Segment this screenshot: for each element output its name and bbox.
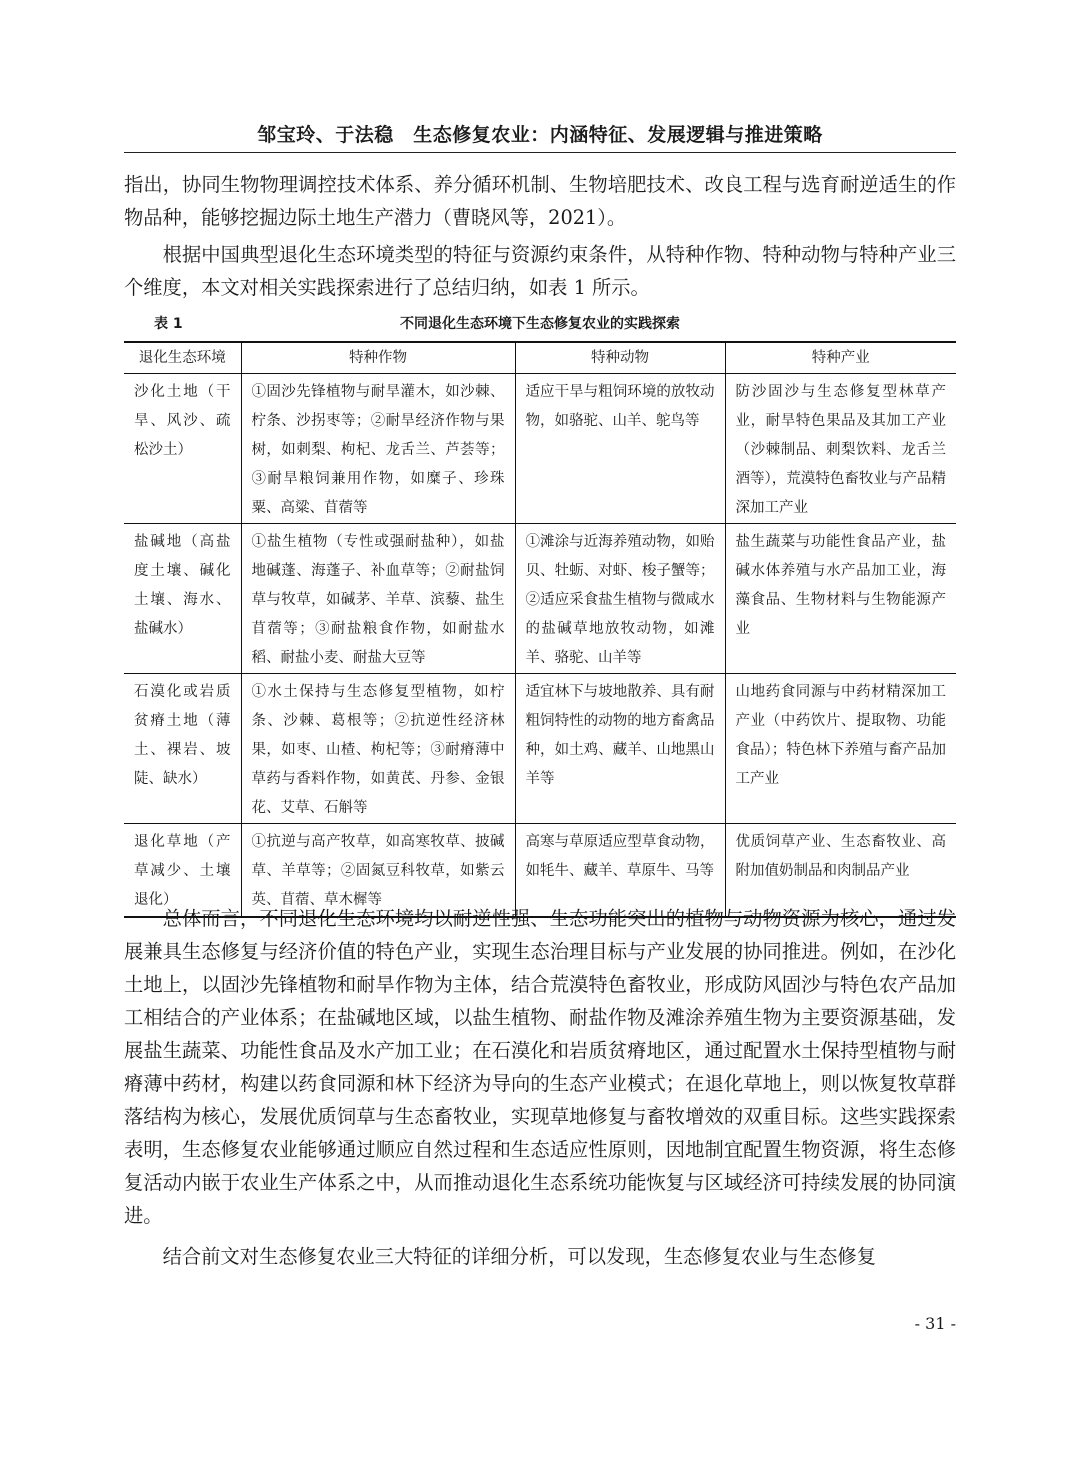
page-number: - 31 - (914, 1314, 956, 1333)
table-title: 不同退化生态环境下生态修复农业的实践探索 (400, 316, 680, 332)
practice-table (124, 341, 956, 918)
column-header-crops: 特种作物 (241, 342, 515, 374)
cell-crops: ①盐生植物（专性或强耐盐种），如盐地碱蓬、海蓬子、补血草等；②耐盐饲草与牧草，如碱茅、羊草、滨藜、盐生苜蓿等；③耐盐粮食作物，如耐盐水稻、耐盐小麦、耐盐大豆等 (241, 524, 515, 674)
cell-industry: 优质饲草产业、生态畜牧业、高附加值奶制品和肉制品产业 (725, 824, 956, 918)
paragraph-1: 指出，协同生物物理调控技术体系、养分循环机制、生物培肥技术、改良工程与选育耐逆适生的作物品种，能够挖掘边际土地生产潜力（曹晓风等，2021）。 (124, 173, 956, 229)
table-number: 表 1 (154, 316, 183, 332)
column-header-animals: 特种动物 (515, 342, 725, 374)
cell-industry: 山地药食同源与中药材精深加工产业（中药饮片、提取物、功能食品）；特色林下养殖与畜产品加工产业 (725, 674, 956, 824)
cell-animals: 适宜林下与坡地散养、具有耐粗饲特性的动物的地方畜禽品种，如土鸡、藏羊、山地黑山羊等 (515, 674, 725, 824)
cell-crops: ①水土保持与生态修复型植物，如柠条、沙棘、葛根等；②抗逆性经济林果，如枣、山楂、枸杞等；③耐瘠薄中草药与香料作物，如黄芪、丹参、金银花、艾草、石斛等 (241, 674, 515, 824)
cell-industry: 盐生蔬菜与功能性食品产业，盐碱水体养殖与水产品加工业，海藻食品、生物材料与生物能源产业 (725, 524, 956, 674)
cell-environment: 石漠化或岩质贫瘠土地（薄土、裸岩、坡陡、缺水） (124, 674, 241, 824)
table-header-row (124, 342, 956, 374)
cell-industry: 防沙固沙与生态修复型林草产业，耐旱特色果品及其加工产业（沙棘制品、刺梨饮料、龙舌兰酒等），荒漠特色畜牧业与产品精深加工产业 (725, 374, 956, 524)
cell-crops: ①固沙先锋植物与耐旱灌木，如沙棘、柠条、沙拐枣等；②耐旱经济作物与果树，如刺梨、枸杞、龙舌兰、芦荟等；③耐旱粮饲兼用作物，如糜子、珍珠粟、高粱、苜蓿等 (241, 374, 515, 524)
cell-crops: ①抗逆与高产牧草，如高寒牧草、披碱草、羊草等；②固氮豆科牧草，如紫云英、苜蓿、草木樨等 (241, 824, 515, 918)
cell-animals: 高寒与草原适应型草食动物，如牦牛、藏羊、草原牛、马等 (515, 824, 725, 918)
paragraph-4: 结合前文对生态修复农业三大特征的详细分析，可以发现，生态修复农业与生态修复 (162, 1245, 876, 1268)
table-row (124, 374, 956, 524)
column-header-industry: 特种产业 (725, 342, 956, 374)
table-row (124, 674, 956, 824)
table-row (124, 524, 956, 674)
cell-animals: 适应干旱与粗饲环境的放牧动物，如骆驼、山羊、鸵鸟等 (515, 374, 725, 524)
paragraph-3: 总体而言，不同退化生态环境均以耐逆性强、生态功能突出的植物与动物资源为核心，通过发展兼具生态修复与经济价值的特色产业，实现生态治理目标与产业发展的协同推进。例如，在沙化土地上，以固沙先锋植物和耐旱作物为主体，结合荒漠特色畜牧业，形成防风固沙与特色农产品加工相结合的产业体系；在盐碱地区域，以盐生植物、耐盐作物及滩涂养殖生物为主要资源基础，发展盐生蔬菜、功能性食品及水产加工业；在石漠化和岩质贫瘠地区，通过配置水土保持型植物与耐瘠薄中药材，构建以药食同源和林下经济为导向的生态产业模式；在退化草地上，则以恢复牧草群落结构为核心，发展优质饲草与生态畜牧业，实现草地修复与畜牧增效的双重目标。这些实践探索表明，生态修复农业能够通过顺应自然过程和生态适应性原则，因地制宜配置生物资源，将生态修复活动内嵌于农业生产体系之中，从而推动退化生态系统功能恢复与区域经济可持续发展的协同演进。 (124, 907, 956, 1227)
header-rule (124, 152, 956, 153)
paragraph-2: 根据中国典型退化生态环境类型的特征与资源约束条件，从特种作物、特种动物与特种产业三个维度，本文对相关实践探索进行了总结归纳，如表 1 所示。 (124, 243, 956, 299)
table-caption (124, 311, 956, 335)
cell-environment: 盐碱地（高盐度土壤、碱化土壤、海水、盐碱水） (124, 524, 241, 674)
running-header: 邹宝玲、于法稳 生态修复农业：内涵特征、发展逻辑与推进策略 (257, 124, 823, 146)
cell-environment: 沙化土地（干旱、风沙、疏松沙土） (124, 374, 241, 524)
cell-environment: 退化草地（产草减少、土壤退化） (124, 824, 241, 918)
cell-animals: ①滩涂与近海养殖动物，如贻贝、牡蛎、对虾、梭子蟹等；②适应采食盐生植物与微咸水的盐碱草地放牧动物，如滩羊、骆驼、山羊等 (515, 524, 725, 674)
column-header-environment: 退化生态环境 (124, 342, 241, 374)
